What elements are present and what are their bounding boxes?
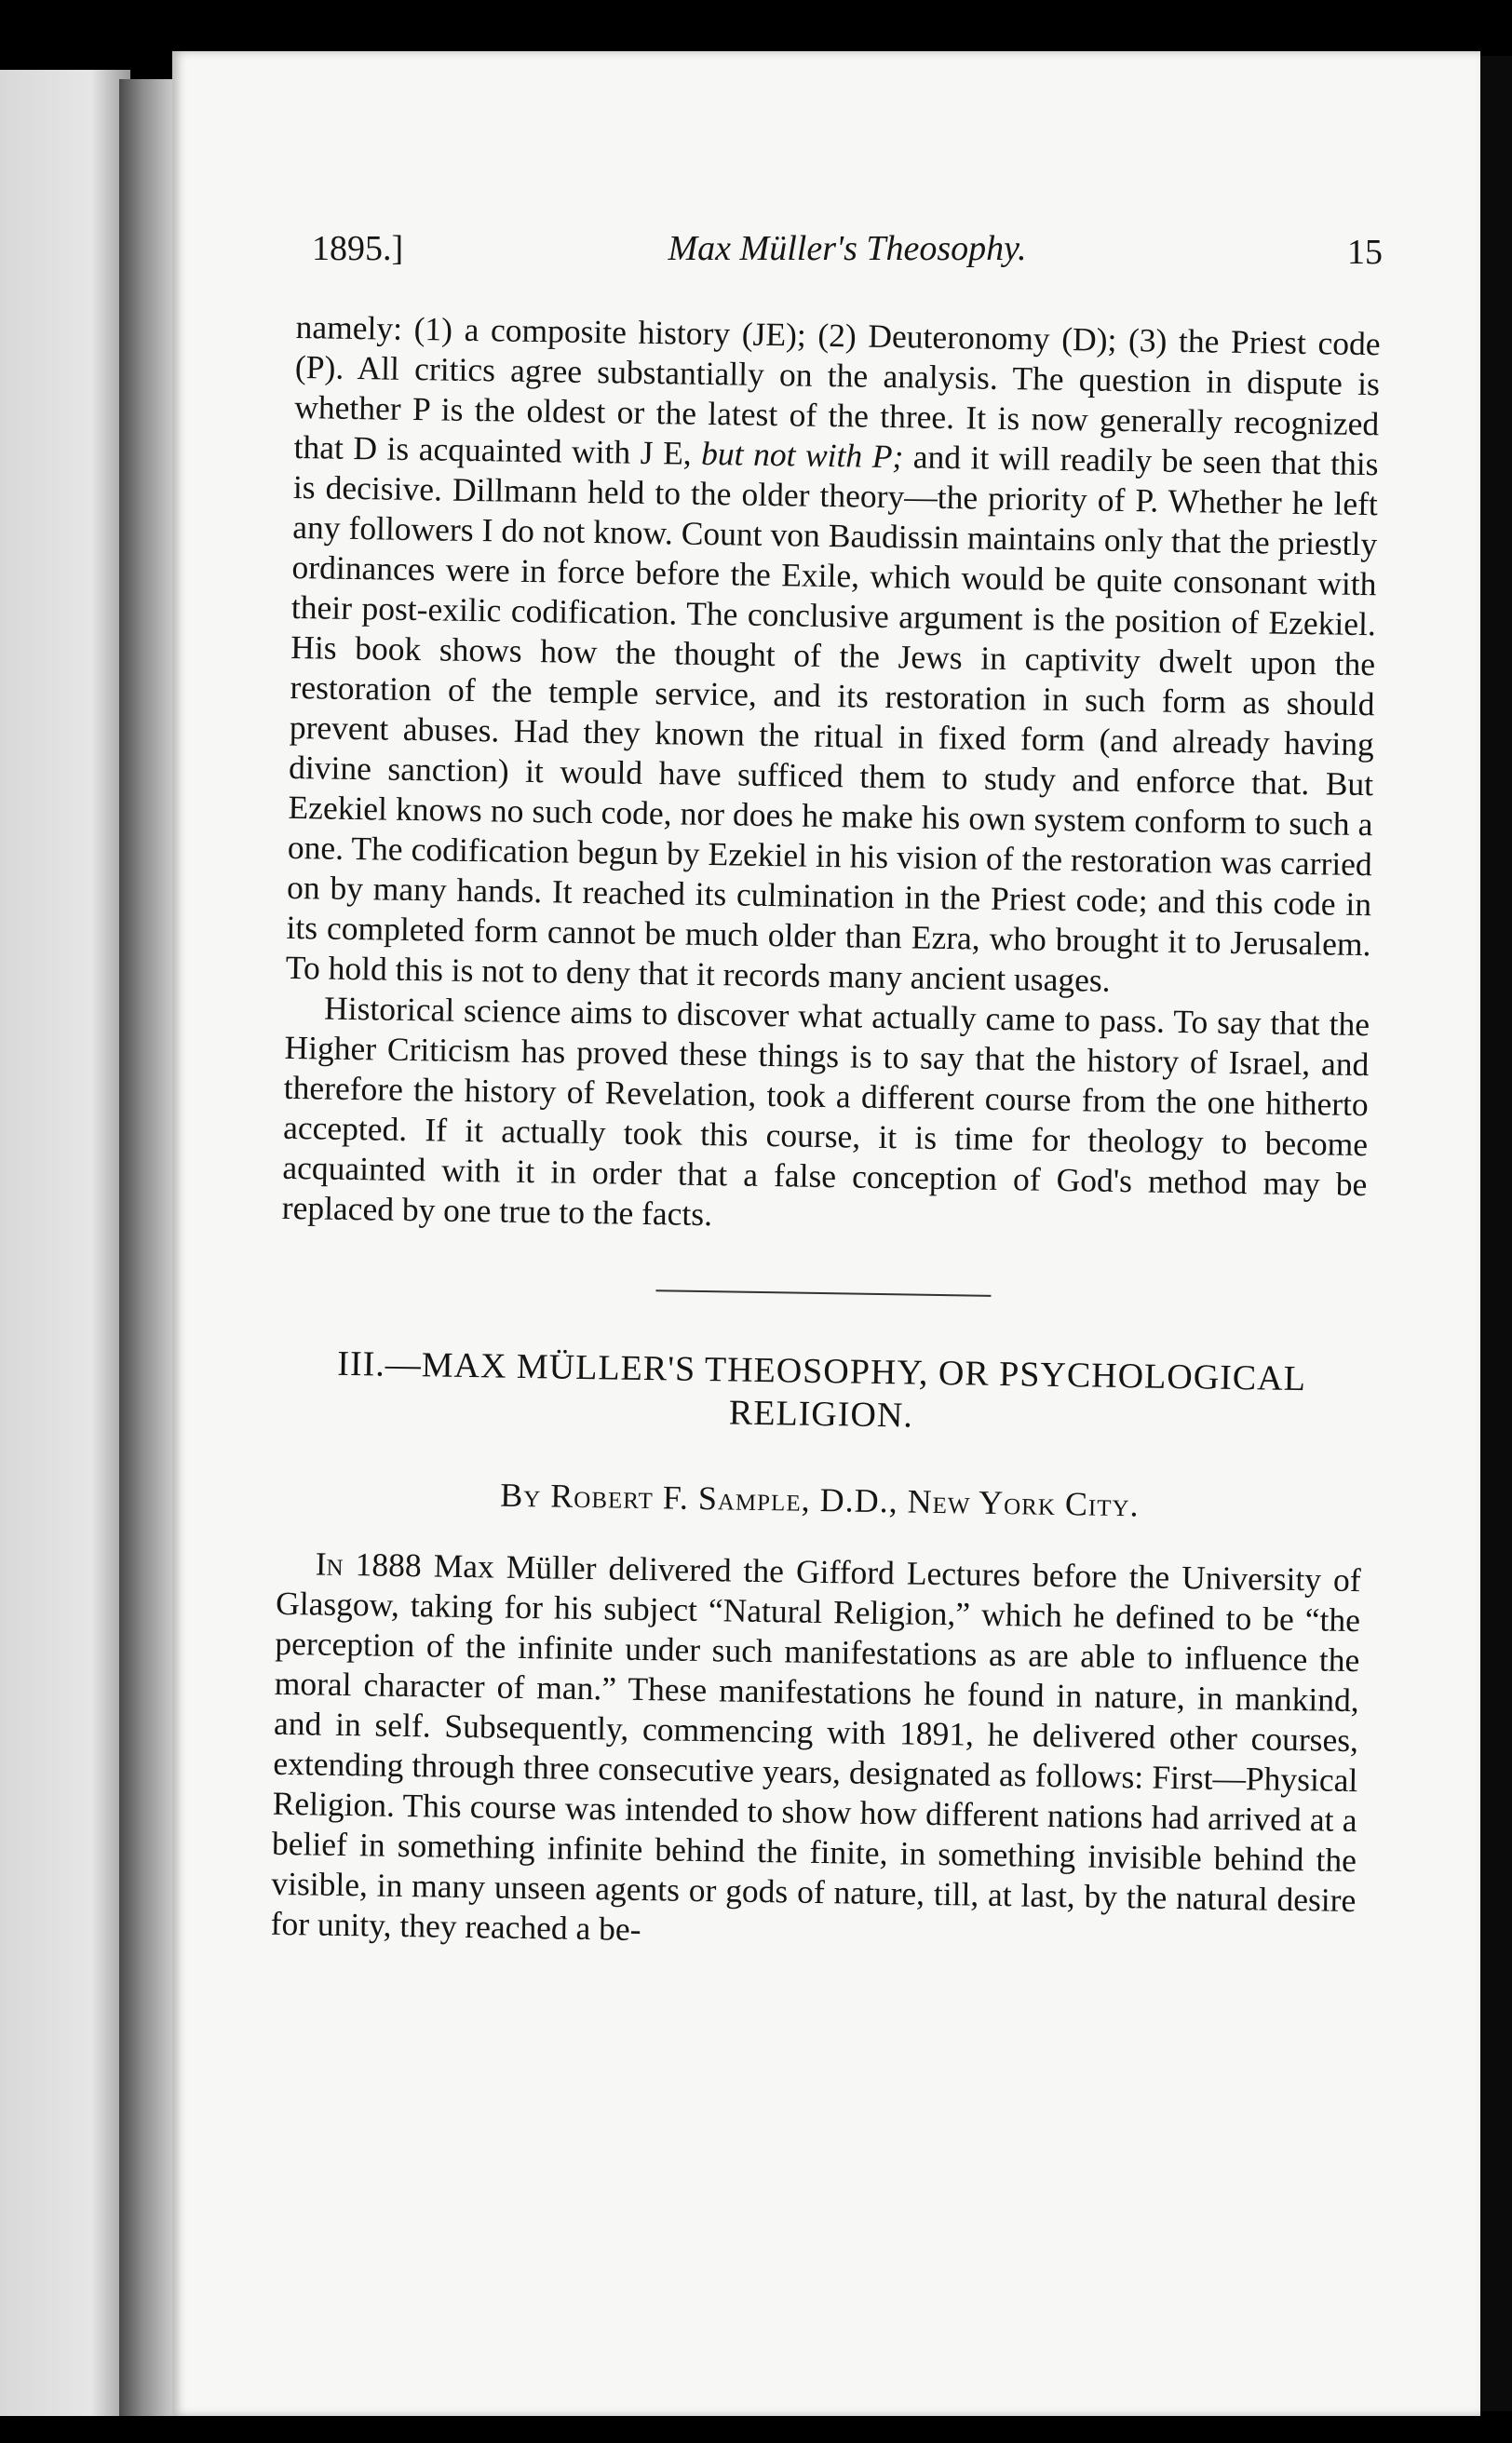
paragraph-2: Historical science aims to discover what actually came to pass. To say that the Higher Criticism has proved these things is to say that the history of Israel, and therefore the history of Revelation, took a different course from the one hitherto accepted. If it actually took this course, it is time for theology to become acquainted with it in order that a false conception of God's method may be replaced by one true to the facts. [281, 989, 1370, 1234]
page-number: 15 [1347, 233, 1383, 272]
author-byline: By Robert F. Sample, D.D., New York City. [499, 1476, 1140, 1524]
section-heading-line-1: III.—MAX MÜLLER'S THEOSOPHY, OR PSYCHOLOGICAL [337, 1343, 1307, 1399]
running-head-title: Max Müller's Theosophy. [668, 229, 1027, 268]
paragraph-3 [270, 1544, 1361, 1961]
body-text [270, 307, 1380, 1961]
running-head [312, 228, 1383, 284]
paragraph-1-part-b: and it will readily be seen that this is decisive. Dillmann held to the older theory—the priority of P. Whether he left any followers I do not know. Count von Baudissin maintains only that the priestly ordinances were in force before the Exile, which would be quite consonant with their post-exilic codification. The conclusive argument is the position of Ezekiel. His book shows how the thought of the Jews in captivity dwelt upon the restoration of the temple service, and its restoration in such form as should prevent abuses. Had they known the ritual in fixed form (and already having divine sanction) it would have sufficed them to study and enforce that. But Ezekiel knows no such code, nor does he make his own system conform to such a one. The codification begun by Ezekiel in his vision of the restoration was carried on by many hands. It reached its culmination in the Priest code; and this code in its completed form cannot be much older than Ezra, who brought it to Jerusalem. To hold this is not to deny that it records many ancient usages. [285, 438, 1379, 999]
section-divider [655, 1289, 991, 1297]
paragraph-3-lead: In [315, 1545, 344, 1583]
book-gutter [119, 79, 175, 2416]
paragraph-1-part-a: namely: (1) a composite history (JE); (2) Deuteronomy (D); (3) the Priest code (P). All critics agree substantially on the analysis. The question in dispute is whether P is the oldest or the latest of the three. It is now generally recognized that D is acquainted with J E, [293, 307, 1381, 472]
section-heading-line-2: RELIGION. [728, 1393, 914, 1436]
running-head-year: 1895.] [312, 229, 404, 268]
facing-page-edge [0, 70, 130, 2416]
paragraph-1 [286, 307, 1381, 1005]
paragraph-3-body: 1888 Max Müller delivered the Gifford Lectures before the University of Glasgow, taking for his subject “Natural Religion,” which he defined to be “the perception of the infinite under such manifestations as are able to influence the moral character of man.” These manifestations he found in nature, in mankind, and in self. Subsequently, commencing with 1891, he delivered other courses, extending through three consecutive years, designated as follows: First—Physical Religion. This course was intended to show how different nations had arrived at a belief in something infinite behind the finite, in something invisible behind the visible, in many unseen agents or gods of nature, till, at last, by the natural desire for unity, they reached a be- [270, 1545, 1361, 1949]
section-heading [278, 1342, 1364, 1444]
page-edge-shadow [1480, 56, 1512, 2411]
paragraph-1-italic: but not with P; [700, 434, 904, 476]
